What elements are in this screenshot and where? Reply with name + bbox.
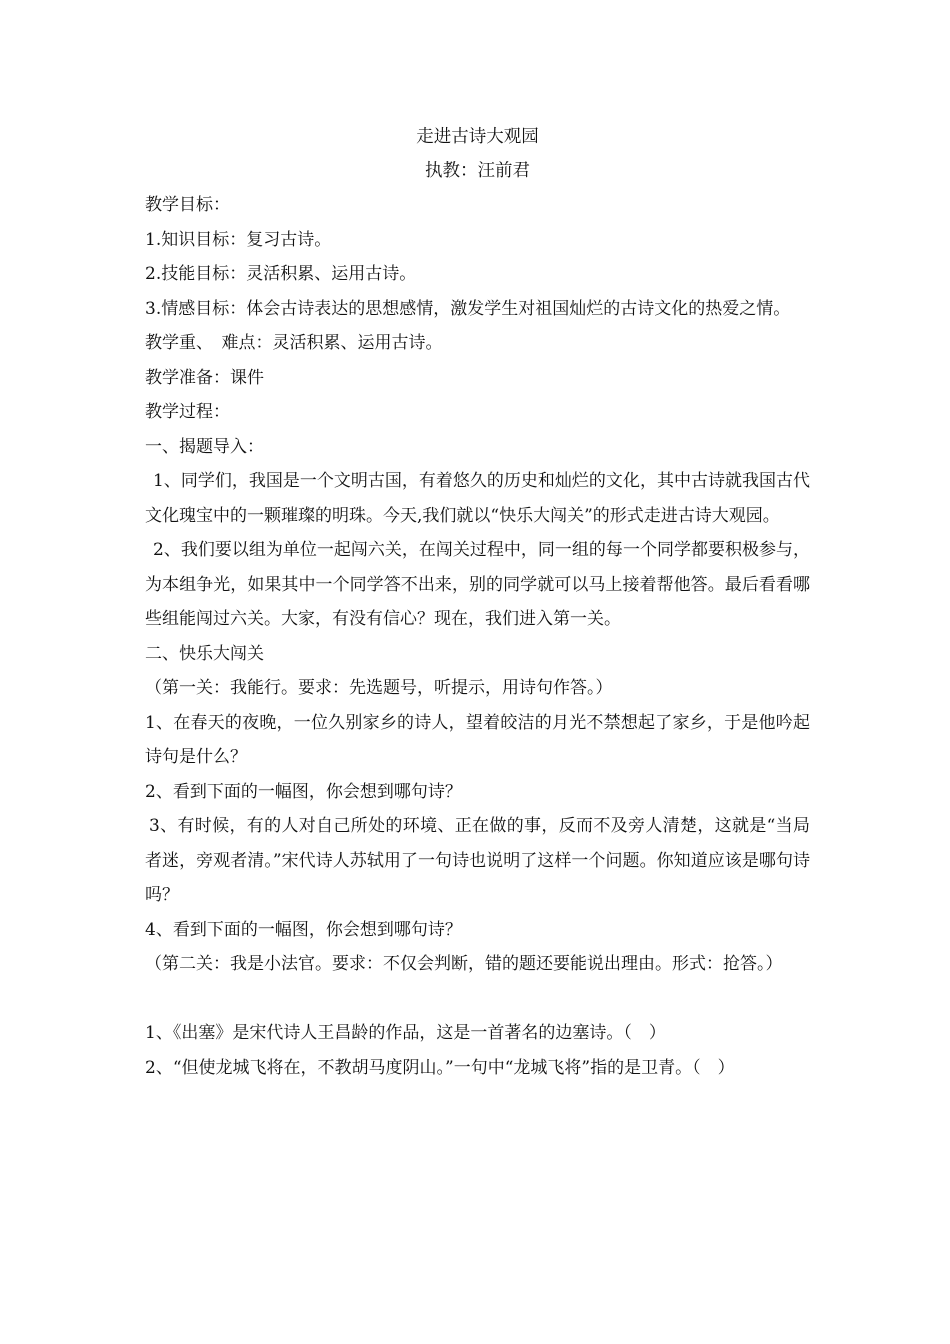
blank-line	[145, 982, 810, 1017]
objective-emotion: 3.情感目标：体会古诗表达的思想感情，激发学生对祖国灿烂的古诗文化的热爱之情。	[145, 298, 791, 319]
intro-paragraph-1: 1、同学们，我国是一个文明古国，有着悠久的历史和灿烂的文化，其中古诗就我国古代文化瑰宝中的一颗璀璨的明珠。今天,我们就以“快乐大闯关”的形式走进古诗大观园。	[145, 471, 810, 526]
teaching-preparation: 教学准备：课件	[145, 367, 264, 388]
intro-paragraph-2: 2、我们要以组为单位一起闯六关，在闯关过程中，同一组的每一个同学都要积极参与，为本组争光，如果其中一个同学答不出来，别的同学就可以马上接着帮他答。最后看看哪些组能闯过六关。大家，有没有信心？现在，我们进入第一关。	[145, 540, 810, 629]
document-title: 走进古诗大观园	[416, 127, 539, 147]
level-one-question-2: 2、看到下面的一幅图，你会想到哪句诗？	[145, 781, 462, 802]
teacher-line: 执教：汪前君	[425, 161, 530, 181]
level-one-instructions: （第一关：我能行。要求：先选题号，听提示，用诗句作答。）	[145, 678, 613, 698]
level-two-question-1: 1、《出塞》是宋代诗人王昌龄的作品，这是一首著名的边塞诗。（ ）	[145, 1023, 666, 1043]
level-one-question-1: 1、在春天的夜晚，一位久别家乡的诗人，望着皎洁的月光不禁想起了家乡，于是他吟起诗句是什么？	[145, 712, 810, 767]
level-one-question-3: 3、有时候，有的人对自己所处的环境、正在做的事，反而不及旁人清楚，这就是“当局者迷，旁观者清。”宋代诗人苏轼用了一句诗也说明了这样一个问题。你知道应该是哪句诗吗？	[145, 816, 810, 905]
level-two-instructions: （第二关：我是小法官。要求：不仅会判断，错的题还要能说出理由。形式：抢答。）	[145, 954, 783, 974]
heading-objectives: 教学目标：	[145, 195, 230, 215]
level-one-question-4: 4、看到下面的一幅图，你会想到哪句诗？	[145, 919, 462, 940]
heading-process: 教学过程：	[145, 402, 230, 422]
objective-skill: 2.技能目标：灵活积累、运用古诗。	[145, 264, 417, 284]
key-difficult-points: 教学重、 难点：灵活积累、运用古诗。	[145, 333, 443, 353]
section-challenge: 二、快乐大闯关	[145, 643, 264, 664]
section-introduction: 一、揭题导入：	[145, 436, 264, 457]
document-body	[145, 120, 810, 1085]
objective-knowledge: 1.知识目标：复习古诗。	[145, 229, 332, 250]
level-two-question-2: 2、“但使龙城飞将在，不教胡马度阴山。”一句中“龙城飞将”指的是卫青。（ ）	[145, 1057, 735, 1078]
